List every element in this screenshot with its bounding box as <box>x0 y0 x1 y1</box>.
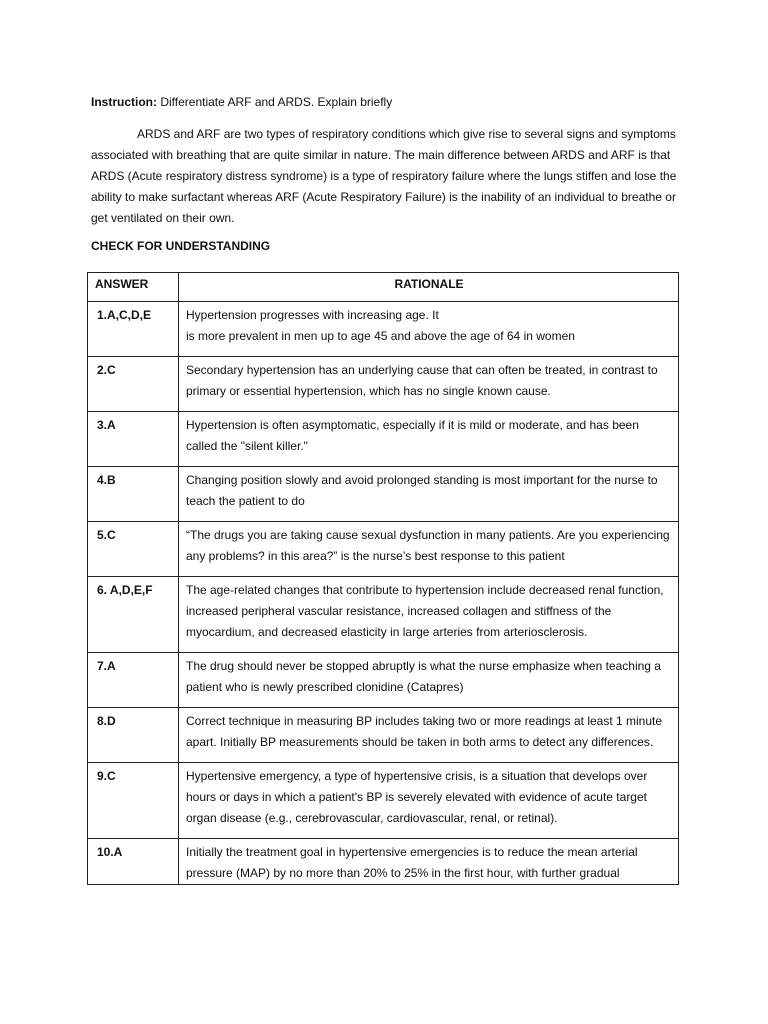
intro-paragraph: ARDS and ARF are two types of respiratory conditions which give rise to several signs and symptoms associated with breathing that are quite similar in nature. The main difference between ARDS and ARF is that ARDS (Acute respiratory distress syndrome) is a type of respiratory failure where the lungs stiffen and lose the ability to make surfactant whereas ARF (Acute Respiratory Failure) is the inability of an individual to breathe or get ventilated on their own. <box>91 127 677 225</box>
table-row <box>88 577 679 653</box>
answer-cell: 6. A,D,E,F <box>88 577 179 653</box>
rationale-cell: Initially the treatment goal in hypertensive emergencies is to reduce the mean arterial pressure (MAP) by no more than 20% to 25% in the first hour, with further gradual <box>179 839 679 885</box>
answer-cell: 1.A,C,D,E <box>88 302 179 357</box>
table-row <box>88 763 679 839</box>
answer-cell: 8.D <box>88 708 179 763</box>
table-row <box>88 302 679 357</box>
answer-cell: 7.A <box>88 653 179 708</box>
rationale-cell: Secondary hypertension has an underlying cause that can often be treated, in contrast to primary or essential hypertension, which has no single known cause. <box>179 357 679 412</box>
rationale-cell: Correct technique in measuring BP includes taking two or more readings at least 1 minute apart. Initially BP measurements should be taken in both arms to detect any differences. <box>179 708 679 763</box>
rationale-cell: Hypertension is often asymptomatic, especially if it is mild or moderate, and has been called the "silent killer." <box>179 412 679 467</box>
instruction-text: Differentiate ARF and ARDS. Explain briefly <box>157 95 393 109</box>
instruction-label: Instruction: <box>91 95 157 109</box>
table-row <box>88 522 679 577</box>
answer-cell: 10.A <box>88 839 179 885</box>
rationale-cell: The drug should never be stopped abruptly is what the nurse emphasize when teaching a patient who is newly prescribed clonidine (Catapres) <box>179 653 679 708</box>
rationale-cell: The age-related changes that contribute to hypertension include decreased renal function, increased peripheral vascular resistance, increased collagen and stiffness of the myocardium, and decreased elasticity in large arteries from arteriosclerosis. <box>179 577 679 653</box>
answer-cell: 4.B <box>88 467 179 522</box>
table-row <box>88 708 679 763</box>
answer-column-header: ANSWER <box>88 273 179 302</box>
instruction-line <box>91 92 691 113</box>
table-row <box>88 357 679 412</box>
answer-cell: 9.C <box>88 763 179 839</box>
table-header-row <box>88 273 679 302</box>
rationale-cell: Hypertensive emergency, a type of hypertensive crisis, is a situation that develops over hours or days in which a patient's BP is severely elevated with evidence of acute target organ disease (e.g., cerebrovascular, cardiovascular, renal, or retinal). <box>179 763 679 839</box>
rationale-cell: “The drugs you are taking cause sexual dysfunction in many patients. Are you experiencing any problems? in this area?” is the nurse’s best response to this patient <box>179 522 679 577</box>
rationale-cell: Hypertension progresses with increasing age. It is more prevalent in men up to age 45 and above the age of 64 in women <box>179 302 679 357</box>
answer-cell: 5.C <box>88 522 179 577</box>
answer-cell: 3.A <box>88 412 179 467</box>
rationale-column-header: RATIONALE <box>179 273 679 302</box>
table-row <box>88 467 679 522</box>
table-row <box>88 839 679 885</box>
answer-rationale-table <box>87 272 679 885</box>
answer-cell: 2.C <box>88 357 179 412</box>
rationale-cell: Changing position slowly and avoid prolonged standing is most important for the nurse to teach the patient to do <box>179 467 679 522</box>
table-row <box>88 653 679 708</box>
table-row <box>88 412 679 467</box>
section-heading: CHECK FOR UNDERSTANDING <box>91 239 271 253</box>
